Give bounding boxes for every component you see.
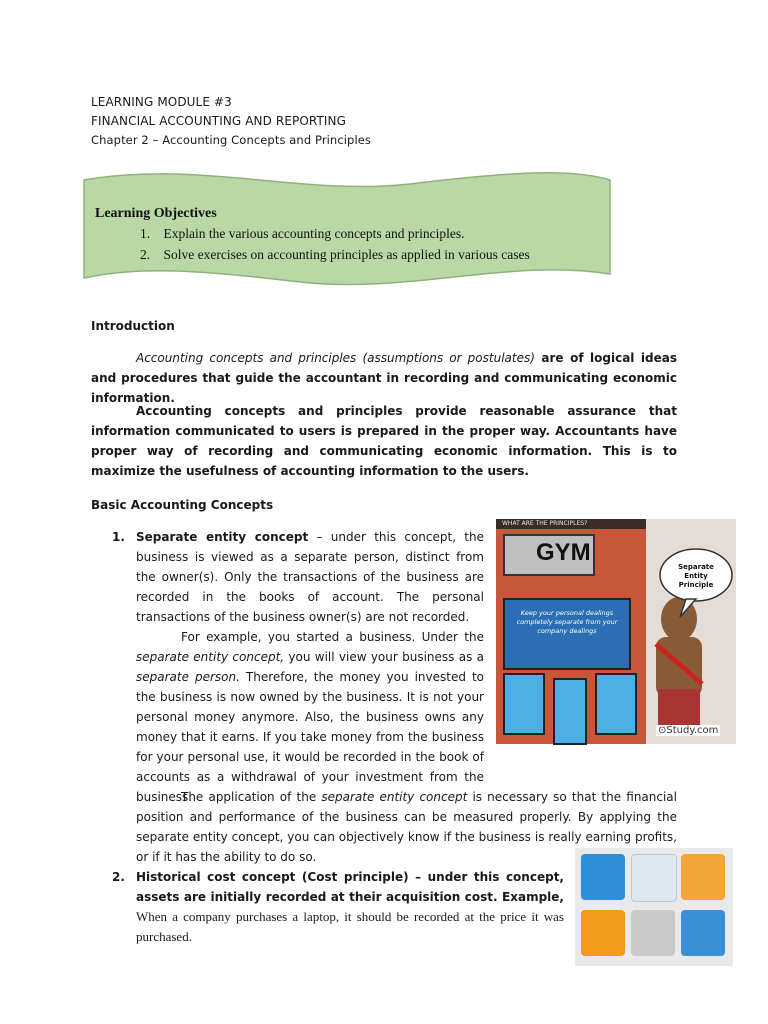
scale-icon — [681, 910, 725, 956]
item1-application: The application of the separate entity concept is necessary so that the financial position and performance of the business can be measured properly. By applying the separate entity concept, you can objectively know if the business is really earning profits, or if it has the ability to do so. — [136, 790, 677, 864]
store-icon — [631, 910, 675, 956]
intro-p1-rest: are of logical ideas and procedures that guide the accountant in recording and communicating economic information. — [91, 351, 678, 405]
objectives-title: Learning Objectives — [95, 206, 217, 221]
objective-text: Solve exercises on accounting principles as applied in various cases — [163, 247, 530, 262]
item1-example-part1: For example, you started a business. Under the separate entity concept, you will view your business as a separate person. Therefore, the money you invested to the business is now owned by the business. It is not your personal money anymore. Also, the business owns any money that it earns. If you take money from the business for your personal use, it would be recorded in the book of accounts as a withdrawal of your investment from the business. — [136, 630, 485, 804]
objectives-banner — [80, 166, 615, 290]
item2-number: 2. — [112, 870, 125, 884]
chapter-title: Chapter 2 – Accounting Concepts and Principles — [91, 133, 372, 147]
item1-example-part2 — [136, 747, 677, 787]
introduction-heading: Introduction — [91, 319, 175, 333]
cost-icons-illustration — [575, 848, 733, 966]
module-number: LEARNING MODULE #3 — [91, 95, 232, 109]
item1-term: Separate entity concept — [136, 530, 309, 544]
speech-bubble-text: Separate Entity Principle — [678, 563, 714, 589]
item1-lead-text: – under this concept, the business is viewed as a separate person, distinct from the owner(s). Only the transactions of the business are recorded in the books of account. The personal transactions of the business owner(s) are not recorded. — [136, 530, 484, 624]
cash-register-icon — [581, 854, 625, 900]
item1-number: 1. — [112, 530, 125, 544]
objective-num: 2. — [140, 247, 151, 262]
shopping-bag-icon — [581, 910, 625, 956]
illustration-banner: WHAT ARE THE PRINCIPLES? — [502, 520, 588, 527]
sign-message: Keep your personal dealings completely separate from your company dealings — [516, 609, 618, 635]
intro-paragraph-1 — [91, 348, 677, 408]
course-title: FINANCIAL ACCOUNTING AND REPORTING — [91, 114, 347, 128]
money-hand-icon — [681, 854, 725, 900]
separate-entity-illustration — [496, 519, 736, 744]
intro-paragraph-2: Accounting concepts and principles provide reasonable assurance that information communicated to users is prepared in the proper way. Accountants have proper way of recording and communicating economic information. This is to maximize the usefulness of accounting information to the users. — [91, 404, 677, 478]
item1-lead — [136, 527, 484, 627]
objective-item-2 — [140, 247, 530, 263]
item2-text: Historical cost concept (Cost principle) – under this concept, assets are initially recorded at their acquisition cost. Example, When a company purchases a laptop, it should be recorded at the price it was purchased. — [136, 870, 564, 944]
objective-item-1 — [140, 226, 465, 242]
intro-italic-phrase: Accounting concepts and principles (assumptions or postulates) — [136, 351, 535, 365]
study-watermark: ⊙Study.com — [658, 725, 719, 736]
gym-sign: GYM — [536, 539, 591, 566]
basic-concepts-heading: Basic Accounting Concepts — [91, 498, 274, 512]
receipt-icon — [631, 854, 677, 902]
objective-text: Explain the various accounting concepts and principles. — [163, 226, 465, 241]
objective-num: 1. — [140, 226, 151, 241]
